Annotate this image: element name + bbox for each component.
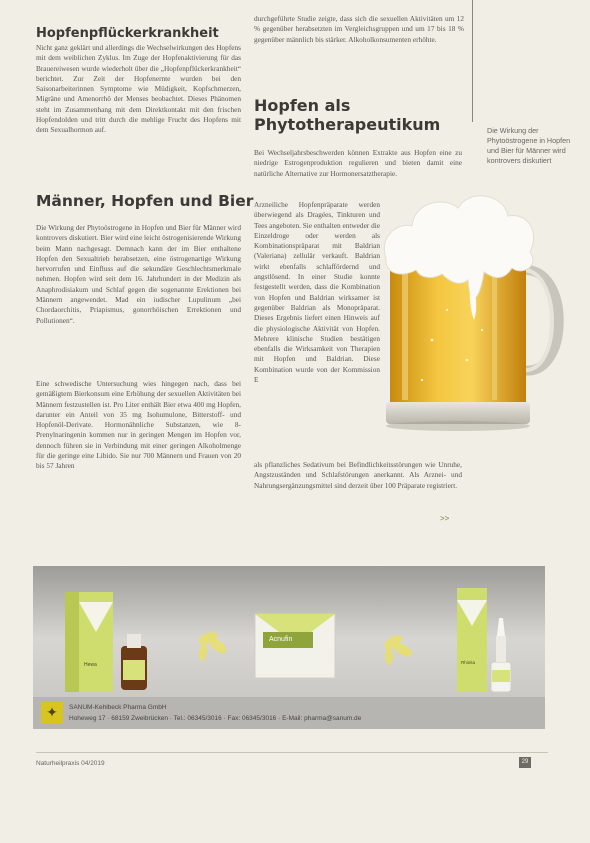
paragraph-maenner-2: Eine schwedische Untersuchung wies hingegen nach, dass bei gemäßigtem Bierkonsum eine Erhöhung der sexuellen Aktivitäten bei Männern festzustellen ist. Pro Liter enthält Bier etwa 400 mg Hopfen, darunter ein Anteil von 35 mg Isohumulone, Bitterstoff- und Hopfenöl-Derivate. Hormonähnliche Substanzen, wie 8-Prenylnaringenin kommen nur in geringen Mengen im Hopfen vor, dennoch führen sie in Verbindung mit einer geringen Alkoholmenge für die geringe eine Libido. Sie nur 700 Männern und Frauen von 20 bis 57 Jahren [36, 379, 241, 471]
company-address: Hoheweg 17 · 68159 Zweibrücken · Tel.: 06345/3016 · Fax: 06345/3016 · E-Mail: pharma@sanum.de [69, 715, 362, 722]
beer-mug-image [372, 180, 568, 442]
page-number: 29 [519, 757, 531, 768]
footer-divider [36, 752, 548, 753]
heading-hopfenpflueckerkrankheit: Hopfenpflückerkrankheit [36, 26, 219, 41]
product-lineup-image [33, 566, 545, 697]
paragraph-hopfenpflueckerkrankheit: Nicht ganz geklärt und allerdings die Wechselwirkungen des Hopfens mit dem weiblichen Zyklus. Im Zuge der Hopfenaktivierung für das Brauereiwesen wurde wiederholt über die „Hopfenpflückerkrankheit“ berichtet. Zur Zeit der Hopfenernte wurden bei den Saisonarbeiterinnen Symptome wie Müdigkeit, Kopfschmerzen, Migräne und Amenorrhö der Menses beobachtet. Dieses Phänomen steht im Zusammenhang mit dem Direktkontakt mit den frischen Hopfendolden und tritt durch die mehlige Frucht des Hopfens mit dem Sexualhormon auf. [36, 43, 241, 135]
sidebar-divider [472, 0, 473, 122]
product-name-centre: Acnufin [269, 636, 293, 643]
heading-maenner-hopfen-bier: Männer, Hopfen und Bier [36, 192, 254, 210]
heading-phytotherapeutikum: Hopfen als Phytotherapeutikum [254, 96, 441, 134]
paragraph-study-continued: durchgeführte Studie zeigte, dass sich die sexuellen Aktivitäten um 12 % gegenüber herabsetzten im Vergleichsgruppen und um 17 bis 18 % gegenüber männlich bis stärker. Alkoholkonsumenten erhöhte. [254, 14, 464, 44]
paragraph-phyto-beside-image: Arzneiliche Hopfenpräparate werden überwiegend als Dragées, Tinkturen und Tees angeboten. Sie enthalten entweder die Einzeldroge oder werden als Kombinationspräparat mit Baldrian (Valeriana) zellulär verkauft. Baldrian wirkt ebenfalls schlaffördernd und angstlösend. In einer Studie konnte festgestellt werden, dass die Kombination von Hopfen und Baldrian wirksamer ist gegenüber Baldrian als Monopräparat. Dieses Ergebnis liefert einen Hinweis auf die physiologische Aktivität von Hopfen. Mehrere klinische Studien bestätigen ebenfalls die Wirksamkeit von Therapien mit Hopfen und Baldrian. Diese Kombination wurde von der Kommission E [254, 200, 380, 385]
product-name-left: Hewa [84, 662, 97, 668]
journal-issue: Naturheilpraxis 04/2019 [36, 760, 105, 767]
continue-arrows[interactable]: >> [440, 514, 450, 523]
paragraph-maenner-1: Die Wirkung der Phytoöstrogene in Hopfen und Bier für Männer wird kontrovers diskutiert. Bier wird eine leicht östrogenisierende Wirkung beim Mann nachgesagt. Demnach kann der im Bier enthaltene Hopfen den Sexualtrieb herabsetzen, eine östrogenartige Wirkung hervorrufen und Einfluss auf die sekundäre Geschlechtsmerkmale nehmen. Hopfen wird seit dem 16. Jahrhundert in der Medizin als Anaphrodisiakum und Schlaf gegen die sogenannte Erektionen bei Männern angewendet. Mad ein iudischer Lupulinum „bei Chordaorchitis, Priapismus, gonorrhöischen Errektionen und Pollutionen“. [36, 223, 241, 325]
paragraph-phyto-bottom: als pflanzliches Sedativum bei Befindlichkeitsstörungen wie Unruhe, Angstzuständen und Schlafstörungen anerkannt. Als Arznei- und Nahrungsergänzungsmittel sind derzeit über 100 Präparate registriert. [254, 460, 462, 490]
paragraph-phyto-intro: Bei Wechseljahrsbeschwerden können Extrakte aus Hopfen eine zu niedrige Estrogenproduktion regulieren und bieten damit eine natürliche Alternative zur Hormonersatztherapie. [254, 148, 462, 178]
advertisement-banner[interactable] [33, 566, 545, 729]
product-name-right: Rhinita [461, 660, 476, 665]
image-caption: Die Wirkung der Phytoöstrogene in Hopfen und Bier für Männer wird kontrovers diskutiert [487, 126, 571, 165]
company-name: SANUM-Kehlbeck Pharma GmbH [69, 704, 167, 711]
advertisement-contact-bar [33, 697, 545, 729]
company-logo-icon: ✦ [41, 702, 63, 724]
